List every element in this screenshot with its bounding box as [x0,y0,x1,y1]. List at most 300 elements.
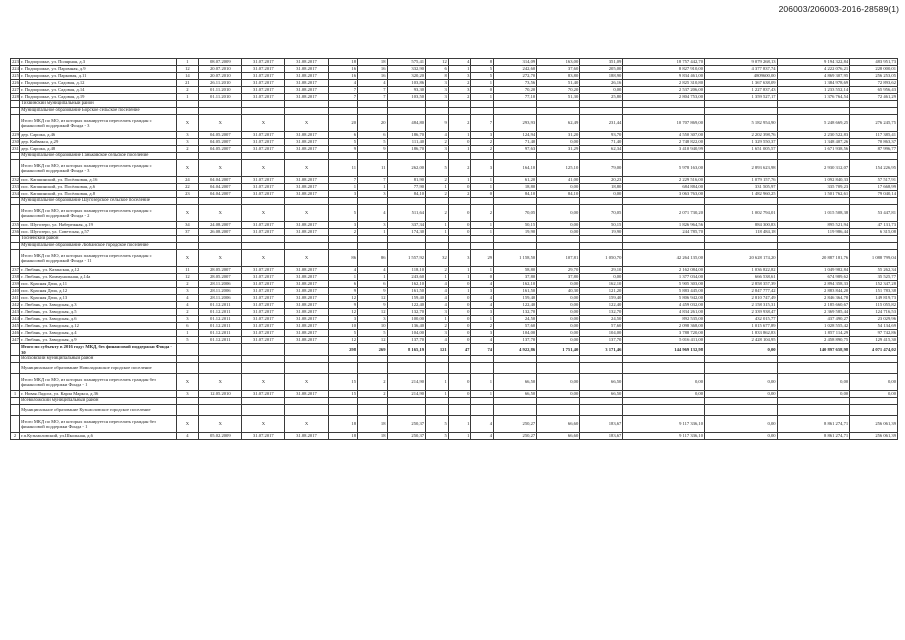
value-cell: 0,00 [537,295,580,302]
row-number: 224 [12,66,19,71]
value-cell: 5 182 954,90 [705,115,778,132]
value-cell [176,356,199,363]
value-cell: 16 [328,66,357,73]
value-cell: 18 [358,59,387,66]
value-cell: 5 883 445,00 [623,288,705,295]
value-cell: 04.05.2007 [199,146,242,153]
value-cell [199,356,242,363]
value-cell: 4 [358,267,387,274]
value-cell: 0,00 [537,330,580,337]
value-cell [358,405,387,416]
value-cell: 0 [448,222,471,229]
value-cell [387,198,426,205]
row-number: 241 [12,295,19,300]
value-cell: 18 [328,59,357,66]
value-cell: 1 [448,177,471,184]
value-cell [537,153,580,160]
value-cell: 6 [358,281,387,288]
address-cell: дер. Кайваксa, д.29 [20,139,177,146]
value-cell [328,101,357,108]
value-cell: 256 253,05 [850,73,898,80]
value-cell: 73,56 [494,80,537,87]
value-cell: 31.07.2017 [242,391,285,398]
address-cell: г. Подпорожье, ул. Садовая, д.19 [20,94,177,101]
value-cell: 41,00 [537,177,580,184]
value-cell: 1 [448,267,471,274]
value-cell: 1 [448,433,471,440]
value-cell: 1 557,92 [387,250,426,267]
row-number: 239 [12,281,19,286]
table-row [11,309,898,316]
value-cell [242,398,285,405]
subtotal-title: Итого МКД по МО, из которых планируется переселить граждан с финансовой поддержкой Фонда - 11 [20,250,177,267]
value-cell: 122,40 [387,302,426,309]
row-number: 233 [12,184,19,189]
value-cell [580,153,623,160]
value-cell: 8 861 274,71 [777,416,850,433]
value-cell: 57,60 [580,323,623,330]
value-cell [199,153,242,160]
value-cell: 31.08.2017 [285,66,328,73]
value-cell: 31.07.2017 [242,177,285,184]
value-cell: 31.08.2017 [285,94,328,101]
value-cell: 79,00 [580,160,623,177]
value-cell: 1 [471,94,494,101]
value-cell: 205,00 [580,66,623,73]
value-cell: 84,10 [387,191,426,198]
row-number: 242 [12,302,19,307]
value-cell: 9 [358,146,387,153]
value-cell [199,236,242,243]
value-cell: 7 [328,177,357,184]
value-cell: 3 [426,87,449,94]
value-cell: 37,80 [537,274,580,281]
value-cell: 0,00 [537,391,580,398]
value-cell: 0,00 [537,337,580,344]
value-cell: 31.08.2017 [285,146,328,153]
value-cell: 2 [448,94,471,101]
value-cell: 18,80 [494,184,537,191]
value-cell: 2 229 516,00 [623,177,705,184]
row-number: 1 [11,391,20,398]
value-cell: 11 [176,267,199,274]
value-cell: 37 [176,229,199,236]
value-cell: X [285,160,328,177]
value-cell [176,405,199,416]
value-cell [471,243,494,250]
value-cell: X [176,250,199,267]
value-cell: 3 [358,191,387,198]
value-cell: 6 315,08 [850,229,898,236]
subtotal-title: Итого МКД по МО, из которых планируется переселить граждан с финансовой поддержкой Фонда - 3 [20,160,177,177]
value-cell [242,363,285,374]
value-cell: 484,80 [387,115,426,132]
section-title: Муниципальное образование Любанское городское поселение [20,243,177,250]
value-cell: 115 055,82 [850,302,898,309]
value-cell: 2 202 398,76 [705,132,778,139]
value-cell: 31.08.2017 [285,184,328,191]
value-cell: 2 [358,391,387,398]
value-cell: 4 [328,267,357,274]
value-cell: 2 [448,80,471,87]
address-cell: г. Любань, ул. Заводская, д.4 [20,330,177,337]
value-cell [494,363,537,374]
value-cell: 0 [448,139,471,146]
value-cell: 0 [448,309,471,316]
section-row [11,160,898,177]
value-cell [448,243,471,250]
value-cell: 3 [426,146,449,153]
value-cell: 8 [426,73,449,80]
value-cell [448,398,471,405]
subtotal-title: Итого МКД по МО, из которых планируется переселить граждан с финансовой поддержкой Фонда - 2 [20,205,177,222]
value-cell: 1 [176,94,199,101]
value-cell [580,108,623,115]
value-cell: 256 061,39 [850,416,898,433]
value-cell: X [199,250,242,267]
value-cell: 31.08.2017 [285,330,328,337]
section-row [11,101,898,108]
value-cell: 31.08.2017 [285,274,328,281]
value-cell [777,356,850,363]
section-row [11,198,898,205]
value-cell [580,101,623,108]
value-cell: 1 [358,274,387,281]
value-cell [426,398,449,405]
value-cell: 31.08.2017 [285,132,328,139]
value-cell: 18 [358,433,387,440]
value-cell: 58,80 [494,267,537,274]
value-cell: 1 651 005,57 [705,146,778,153]
value-cell: 5 [426,416,449,433]
value-cell: 3 [471,288,494,295]
value-cell: 0,00 [580,191,623,198]
value-cell: 86 [358,250,387,267]
value-cell: 31.07.2017 [242,139,285,146]
section-title: Волховский муниципальный район [20,356,177,363]
value-cell [426,101,449,108]
value-cell: 256 061,39 [850,433,898,440]
table-row [11,80,898,87]
value-cell: 77,10 [494,94,537,101]
value-cell: 6 [176,323,199,330]
table-row [11,316,898,323]
value-cell: 104,00 [580,330,623,337]
value-cell: 31.07.2017 [242,433,285,440]
value-cell: X [242,160,285,177]
value-cell: 2 893 623,98 [705,160,778,177]
value-cell [358,398,387,405]
value-cell: 04.04.2007 [199,191,242,198]
value-cell: 01.11.2010 [199,94,242,101]
value-cell: 2 883 844,20 [777,288,850,295]
value-cell: 2 825 310,80 [623,80,705,87]
value-cell: 37,60 [537,66,580,73]
value-cell: 0,00 [850,391,898,398]
value-cell: 4809600,00 [705,73,778,80]
value-cell: 66,60 [537,433,580,440]
table-row [11,184,898,191]
value-cell [537,356,580,363]
value-cell: 1 671 938,56 [777,146,850,153]
value-cell: 29 [471,250,494,267]
value-cell: 31.07.2017 [242,337,285,344]
row-number [11,416,20,433]
value-cell: 7 [328,87,357,94]
value-cell: X [242,205,285,222]
value-cell: 1 [448,416,471,433]
value-cell [358,153,387,160]
value-cell [387,236,426,243]
value-cell: 1 359 527,17 [705,94,778,101]
value-cell: 3 [471,330,494,337]
address-cell: г. Подпорожье, ул. Полярная, д.3 [20,59,177,66]
value-cell: 4 [471,281,494,288]
value-cell [471,356,494,363]
row-number: 231 [12,146,19,151]
value-cell [176,344,199,356]
value-cell: 4 377 837,74 [705,66,778,73]
value-cell: 32 [426,250,449,267]
value-cell: 12 [328,309,357,316]
value-cell: 2 804 753,00 [623,94,705,101]
value-cell: 0,00 [537,281,580,288]
value-cell [537,363,580,374]
value-cell: 19,90 [494,229,537,236]
value-cell: 1 [176,330,199,337]
value-cell: 332,90 [387,66,426,73]
value-cell: 28.11.2006 [199,281,242,288]
value-cell: 31.07.2017 [242,146,285,153]
value-cell [777,236,850,243]
value-cell: 1 028 555,42 [777,323,850,330]
table-row [11,87,898,94]
value-cell [328,153,357,160]
value-cell: X [242,374,285,391]
value-cell: 2 810 747,49 [705,295,778,302]
value-cell: 31.07.2017 [242,302,285,309]
address-cell: г. Любань, ул. Заводская, д.5 [20,309,177,316]
address-cell: г. Любань, ул. Казанская, д.12 [20,267,177,274]
value-cell [448,198,471,205]
value-cell: 66,50 [580,374,623,391]
address-cell: г. Подпорожье, ул. Садовая, д.14 [20,87,177,94]
section-title: Всеволожский муниципальный район [20,398,177,405]
value-cell: 1 367 638,09 [705,80,778,87]
value-cell [358,101,387,108]
value-cell: 5 248 669,25 [777,115,850,132]
value-cell: 1 049 982,84 [777,267,850,274]
value-cell: 31.08.2017 [285,316,328,323]
value-cell: 122,40 [580,302,623,309]
value-cell: 26.11.2010 [199,80,242,87]
section-title: Муниципальное образование Ганьковское сельское поселение [20,153,177,160]
value-cell: 28.05.2007 [199,267,242,274]
value-cell: 2 [448,191,471,198]
value-cell [426,356,449,363]
row-number [11,243,20,250]
address-cell: г. Любань, ул. Коммунальная, д.14а [20,274,177,281]
table-row [11,433,898,440]
value-cell [199,108,242,115]
value-cell [494,356,537,363]
value-cell: 8 165,19 [387,344,426,356]
value-cell: 0,00 [705,374,778,391]
value-cell: 2 [358,374,387,391]
value-cell: 2 858 357,39 [705,281,778,288]
value-cell [623,363,705,374]
value-cell: 3 [448,87,471,94]
value-cell: 3 [358,222,387,229]
value-cell: 31.08.2017 [285,433,328,440]
value-cell: 124,94 [494,132,537,139]
row-number [11,198,20,205]
value-cell: 2 098 368,00 [623,323,705,330]
value-cell: 23 029,96 [850,316,898,323]
value-cell: 2 846 364,78 [777,295,850,302]
value-cell [242,243,285,250]
section-row [11,205,898,222]
value-cell: 1 [426,316,449,323]
value-cell: X [285,250,328,267]
value-cell [623,236,705,243]
value-cell: 2 158 315,31 [705,302,778,309]
value-cell [705,398,778,405]
value-cell: 4 459 032,00 [623,302,705,309]
value-cell: 231,44 [580,115,623,132]
value-cell [176,198,199,205]
value-cell: 2 748 822,00 [623,139,705,146]
table-row [11,59,898,66]
value-cell: 0 [448,229,471,236]
value-cell: 16 [358,66,387,73]
value-cell: 11 [358,160,387,177]
value-cell: 15 [328,374,357,391]
value-cell [199,405,242,416]
value-cell: 18 757 442,70 [623,59,705,66]
value-cell: 163,00 [537,59,580,66]
value-cell: 188,90 [580,73,623,80]
row-number: 228 [12,94,19,99]
value-cell: 183,67 [580,433,623,440]
row-number: 225 [12,73,19,78]
value-cell: 137,70 [387,337,426,344]
address-cell: дер. Сарожа, д.48 [20,146,177,153]
value-cell [850,356,898,363]
value-cell: 61,20 [494,177,537,184]
value-cell: 4 222 076,21 [777,66,850,73]
value-cell: 7 [358,94,387,101]
value-cell: 81,90 [387,177,426,184]
value-cell [176,108,199,115]
value-cell: X [199,160,242,177]
value-cell: 31.07.2017 [242,229,285,236]
value-cell [448,363,471,374]
value-cell: 3 [176,316,199,323]
value-cell: 70 863,37 [850,139,898,146]
value-cell: 162,10 [387,281,426,288]
value-cell: X [199,205,242,222]
value-cell: 674 989,62 [777,274,850,281]
value-cell: 0,00 [537,323,580,330]
value-cell: 1 158,50 [494,250,537,267]
value-cell [358,198,387,205]
row-number: 2 [11,433,20,440]
value-cell [242,153,285,160]
value-cell: 83,80 [537,73,580,80]
value-cell: 87 996,77 [850,146,898,153]
value-cell [448,405,471,416]
value-cell: 16 [328,73,357,80]
value-cell: 1 [426,274,449,281]
value-cell: 31.07.2017 [242,87,285,94]
value-cell: 7 [471,115,494,132]
value-cell: 24,50 [580,316,623,323]
value-cell: 01.12.2011 [199,316,242,323]
value-cell: 2 [426,191,449,198]
value-cell: 0,00 [580,274,623,281]
value-cell: 0,00 [537,139,580,146]
subtotal-title: Итого МКД по МО, из которых планируется переселить граждан с финансовой поддержкой Фонда - 3 [20,115,177,132]
value-cell: 4 [426,281,449,288]
value-cell [705,363,778,374]
value-cell [176,243,199,250]
value-cell [387,153,426,160]
value-cell [328,356,357,363]
value-cell [242,108,285,115]
address-cell: г. Любань, ул. Заводская, д.12 [20,323,177,330]
value-cell: 2 [426,267,449,274]
value-cell: 57,60 [494,323,537,330]
value-cell [387,243,426,250]
value-cell: 1 [448,288,471,295]
row-number [11,160,20,177]
value-cell: 22 [176,184,199,191]
value-cell: 2 [328,229,357,236]
value-cell: 66,60 [537,416,580,433]
value-cell [537,101,580,108]
value-cell: 72 893,62 [850,80,898,87]
value-cell: 2 [471,205,494,222]
value-cell: 159,40 [580,295,623,302]
value-cell [448,356,471,363]
value-cell: 122,40 [494,302,537,309]
address-cell: пос. Капшинский, ул. Посёлковая, д.6 [20,184,177,191]
value-cell [387,398,426,405]
value-cell: 3 [328,191,357,198]
value-cell: 31.08.2017 [285,281,328,288]
section-title: Тосненский район [20,236,177,243]
value-cell: 04.04.2007 [199,177,242,184]
value-cell [242,236,285,243]
value-cell [285,236,328,243]
value-cell: 107,81 [537,250,580,267]
value-cell [494,153,537,160]
value-cell: 159,40 [494,295,537,302]
value-cell: 35 525,77 [850,274,898,281]
row-number [11,115,20,132]
value-cell: X [285,374,328,391]
value-cell: 31.07.2017 [242,267,285,274]
value-cell: 28.05.2007 [199,274,242,281]
value-cell: 2 537 206,00 [623,87,705,94]
value-cell: 20 [328,115,357,132]
value-cell: 28.11.2006 [199,295,242,302]
value-cell [777,405,850,416]
value-cell: 31.07.2017 [242,73,285,80]
value-cell: 0 [471,274,494,281]
address-cell: пос. Красная Дача, д.11 [20,281,177,288]
